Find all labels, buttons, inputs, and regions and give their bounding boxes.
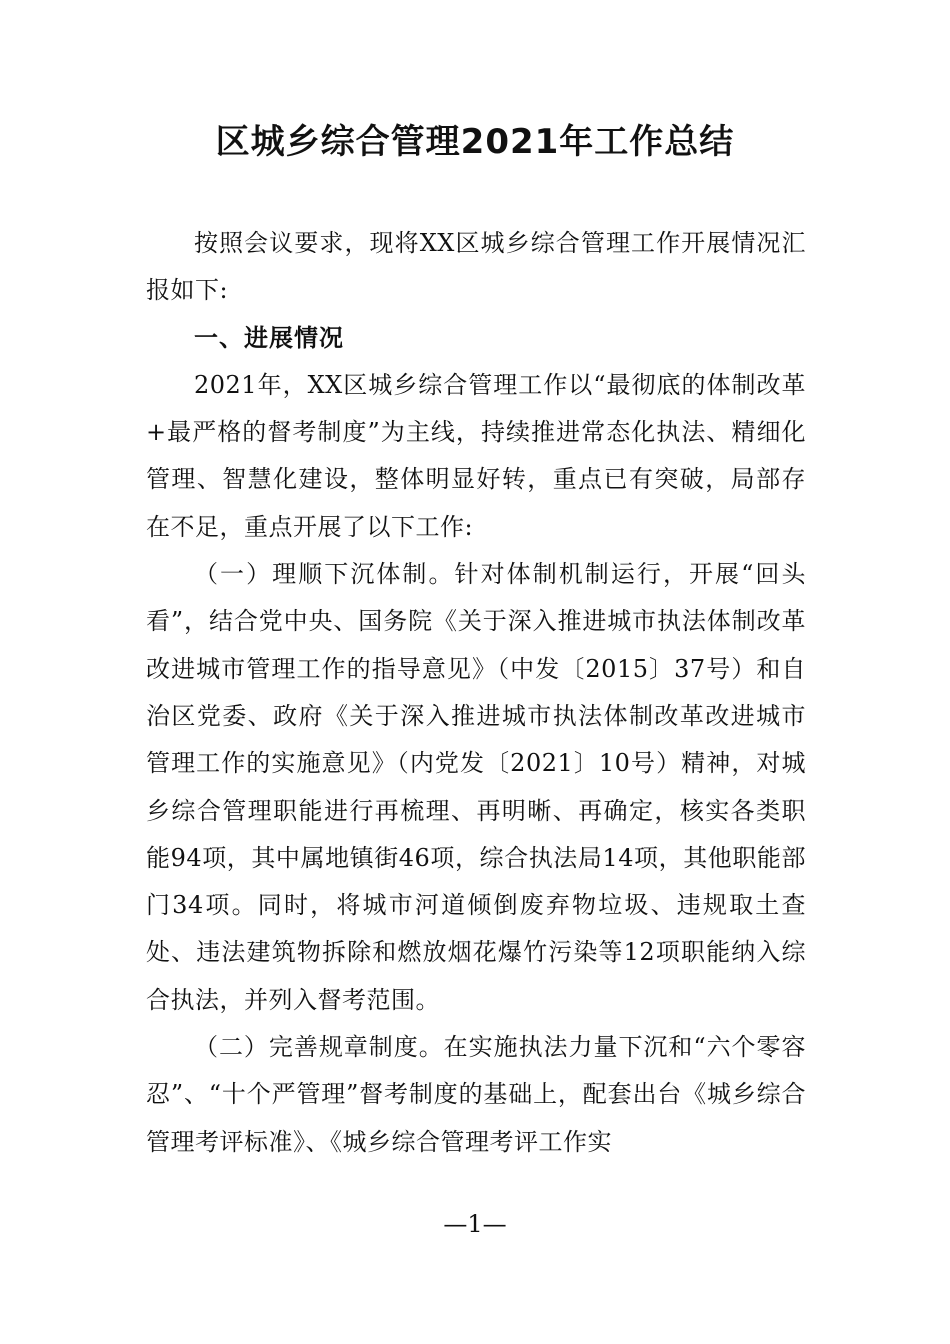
document-body	[146, 220, 806, 1166]
page-number: —1—	[443, 1210, 507, 1238]
document-title: 区城乡综合管理2021年工作总结	[215, 122, 735, 162]
section-heading-progress: 一、进展情况	[194, 323, 344, 352]
item-one-paragraph: （一）理顺下沉体制。针对体制机制运行，开展“回头看”，结合党中央、国务院《关于深入推进城市执法体制改革改进城市管理工作的指导意见》（中发〔2015〕37号）和自治区党委、政府《关于深入推进城市执法体制改革改进城市管理工作的实施意见》（内党发〔2021〕10号）精神，对城乡综合管理职能进行再梳理、再明晰、再确定，核实各类职能94项，其中属地镇街46项，综合执法局14项，其他职能部门34项。同时，将城市河道倾倒废弃物垃圾、违规取土查处、违法建筑物拆除和燃放烟花爆竹污染等12项职能纳入综合执法，并列入督考范围。	[146, 560, 806, 1014]
intro-paragraph: 按照会议要求，现将XX区城乡综合管理工作开展情况汇报如下:	[146, 229, 806, 305]
overview-paragraph: 2021年，XX区城乡综合管理工作以“最彻底的体制改革+最严格的督考制度”为主线，持续推进常态化执法、精细化管理、智慧化建设，整体明显好转，重点已有突破，局部存在不足，重点开展了以下工作:	[146, 370, 806, 541]
item-two-paragraph: （二）完善规章制度。在实施执法力量下沉和“六个零容忍”、“十个严管理”督考制度的基础上，配套出台《城乡综合管理考评标准》、《城乡综合管理考评工作实	[146, 1033, 806, 1156]
